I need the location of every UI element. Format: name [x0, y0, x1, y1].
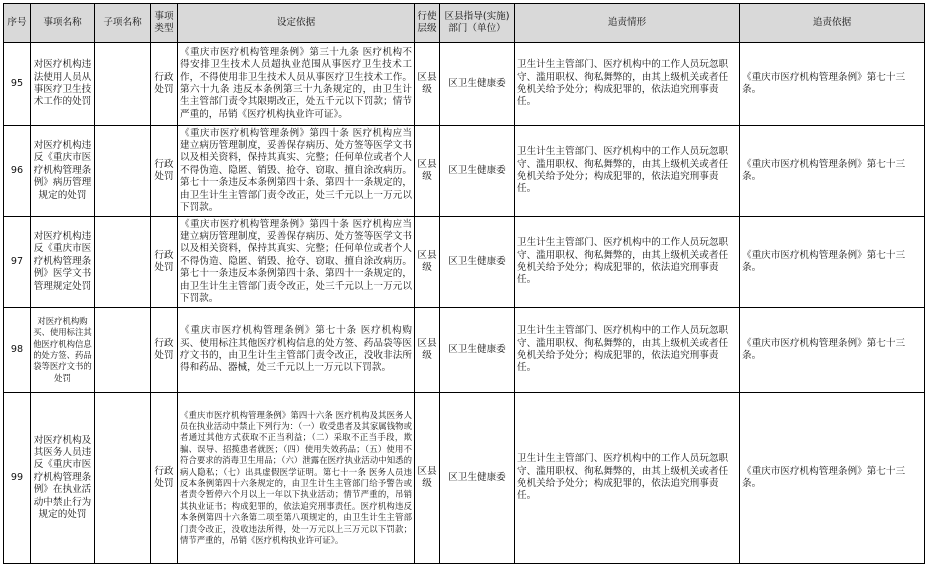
table-row	[4, 126, 925, 217]
header-item-type: 事项类型	[151, 4, 178, 43]
cell-accountability-basis: 《重庆市医疗机构管理条例》第七十三条。	[740, 43, 925, 126]
table-row	[4, 43, 925, 126]
cell-accountability-basis: 《重庆市医疗机构管理条例》第七十三条。	[740, 308, 925, 393]
cell-basis: 《重庆市医疗机构管理条例》第四十条 医疗机构应当建立病历管理制度，妥善保存病历、处方签等医学文书以及相关资料，保持其真实、完整；任何单位或者个人不得伪造、隐匿、销毁、抢夺、窃取、擅自涂改病历。第七十一条违反本条例第四十条、第四十一条规定的，由卫生计生主管部门责令改正，处三千元以上一万元以下罚款。	[178, 126, 415, 217]
cell-sub-item	[95, 217, 151, 308]
cell-accountability-basis: 《重庆市医疗机构管理条例》第七十三条。	[740, 126, 925, 217]
header-dept: 区县指导(实施)部门（单位）	[440, 4, 515, 43]
cell-sub-item	[95, 126, 151, 217]
cell-level: 区县级	[415, 126, 440, 217]
header-basis: 设定依据	[178, 4, 415, 43]
cell-item-name: 对医疗机构违反《重庆市医疗机构管理条例》病历管理规定的处罚	[31, 126, 95, 217]
cell-dept: 区卫生健康委	[440, 43, 515, 126]
cell-level: 区县级	[415, 393, 440, 564]
cell-item-type: 行政处罚	[151, 308, 178, 393]
header-item-name: 事项名称	[31, 4, 95, 43]
cell-level: 区县级	[415, 217, 440, 308]
cell-item-type: 行政处罚	[151, 43, 178, 126]
cell-item-name: 对医疗机构违反《重庆市医疗机构管理条例》医学文书管理规定处罚	[31, 217, 95, 308]
header-level: 行使层级	[415, 4, 440, 43]
cell-dept: 区卫生健康委	[440, 126, 515, 217]
cell-level: 区县级	[415, 308, 440, 393]
table-row	[4, 393, 925, 564]
cell-item-name: 对医疗机构违法使用人员从事医疗卫生技术工作的处罚	[31, 43, 95, 126]
cell-sub-item	[95, 43, 151, 126]
cell-basis: 《重庆市医疗机构管理条例》第四十条 医疗机构应当建立病历管理制度，妥善保存病历、处方签等医学文书以及相关资料，保持其真实、完整；任何单位或者个人不得伪造、隐匿、销毁、抢夺、窃取、擅自涂改病历。第七十一条违反本条例第四十条、第四十一条规定的，由卫生计生主管部门责令改正，处三千元以上一万元以下罚款。	[178, 217, 415, 308]
cell-basis: 《重庆市医疗机构管理条例》第三十九条 医疗机构不得安排卫生技术人员超执业范围从事医疗卫生技术工作，不得使用非卫生技术人员从事医疗卫生技术工作。第六十九条 违反本条例第三十九条规定的，由卫生计生主管部门责令其限期改正，处五千元以下罚款；情节严重的，吊销《医疗机构执业许可证》。	[178, 43, 415, 126]
cell-dept: 区卫生健康委	[440, 217, 515, 308]
cell-accountability-basis: 《重庆市医疗机构管理条例》第七十三条。	[740, 217, 925, 308]
cell-basis: 《重庆市医疗机构管理条例》第四十六条 医疗机构及其医务人员在执业活动中禁止下列行为：（一）收受患者及其家属钱物或者通过其他方式获取不正当利益；（二）采取不正当手段，欺骗、误导、招揽患者就医；（四）使用失效药品；（五）使用不符合要求的消毒卫生用品；（六）泄露在医疗执业活动中知悉的病人隐私；（七）出具虚假医学证明。第七十一条 医务人员违反本条例第四十六条规定的，由卫生计生主管部门给予警告或者责令暂停六个月以上一年以下执业活动；情节严重的，吊销其执业证书；构成犯罪的，依法追究刑事责任。医疗机构违反本条例第四十六条第二项至第八项规定的，由卫生计生主管部门责令改正，没收违法所得，处一万元以上三万元以下罚款；情节严重的，吊销《医疗机构执业许可证》。	[178, 393, 415, 564]
table-row	[4, 217, 925, 308]
cell-seq: 99	[4, 393, 31, 564]
header-seq: 序号	[4, 4, 31, 43]
cell-dept: 区卫生健康委	[440, 308, 515, 393]
header-accountability-basis: 追责依据	[740, 4, 925, 43]
cell-dept: 区卫生健康委	[440, 393, 515, 564]
cell-item-type: 行政处罚	[151, 217, 178, 308]
regulation-table	[3, 3, 925, 564]
header-sub-item: 子项名称	[95, 4, 151, 43]
cell-item-name: 对医疗机构购买、使用标注其他医疗机构信息的处方签、药品袋等医疗文书的处罚	[31, 308, 95, 393]
cell-item-type: 行政处罚	[151, 393, 178, 564]
cell-item-type: 行政处罚	[151, 126, 178, 217]
cell-situation: 卫生计生主管部门、医疗机构中的工作人员玩忽职守、滥用职权、徇私舞弊的，由其上级机关或者任免机关给予处分；构成犯罪的，依法追究刑事责任。	[515, 217, 740, 308]
cell-situation: 卫生计生主管部门、医疗机构中的工作人员玩忽职守、滥用职权、徇私舞弊的，由其上级机关或者任免机关给予处分；构成犯罪的，依法追究刑事责任。	[515, 308, 740, 393]
header-row	[4, 4, 925, 43]
table-row	[4, 308, 925, 393]
cell-situation: 卫生计生主管部门、医疗机构中的工作人员玩忽职守、滥用职权、徇私舞弊的，由其上级机关或者任免机关给予处分；构成犯罪的，依法追究刑事责任。	[515, 43, 740, 126]
header-situation: 追责情形	[515, 4, 740, 43]
cell-item-name: 对医疗机构及其医务人员违反《重庆市医疗机构管理条例》在执业活动中禁止行为规定的处罚	[31, 393, 95, 564]
cell-seq: 97	[4, 217, 31, 308]
cell-accountability-basis: 《重庆市医疗机构管理条例》第七十三条。	[740, 393, 925, 564]
cell-situation: 卫生计生主管部门、医疗机构中的工作人员玩忽职守、滥用职权、徇私舞弊的，由其上级机关或者任免机关给予处分；构成犯罪的，依法追究刑事责任。	[515, 126, 740, 217]
cell-sub-item	[95, 393, 151, 564]
cell-seq: 95	[4, 43, 31, 126]
cell-basis: 《重庆市医疗机构管理条例》第七十条 医疗机构购买、使用标注其他医疗机构信息的处方签、药品袋等医疗文书的，由卫生计生主管部门责令改正，没收非法所得和药品、器械，处三千元以上一万元以下罚款。	[178, 308, 415, 393]
cell-seq: 98	[4, 308, 31, 393]
cell-seq: 96	[4, 126, 31, 217]
cell-sub-item	[95, 308, 151, 393]
cell-level: 区县级	[415, 43, 440, 126]
cell-situation: 卫生计生主管部门、医疗机构中的工作人员玩忽职守、滥用职权、徇私舞弊的，由其上级机关或者任免机关给予处分；构成犯罪的，依法追究刑事责任。	[515, 393, 740, 564]
